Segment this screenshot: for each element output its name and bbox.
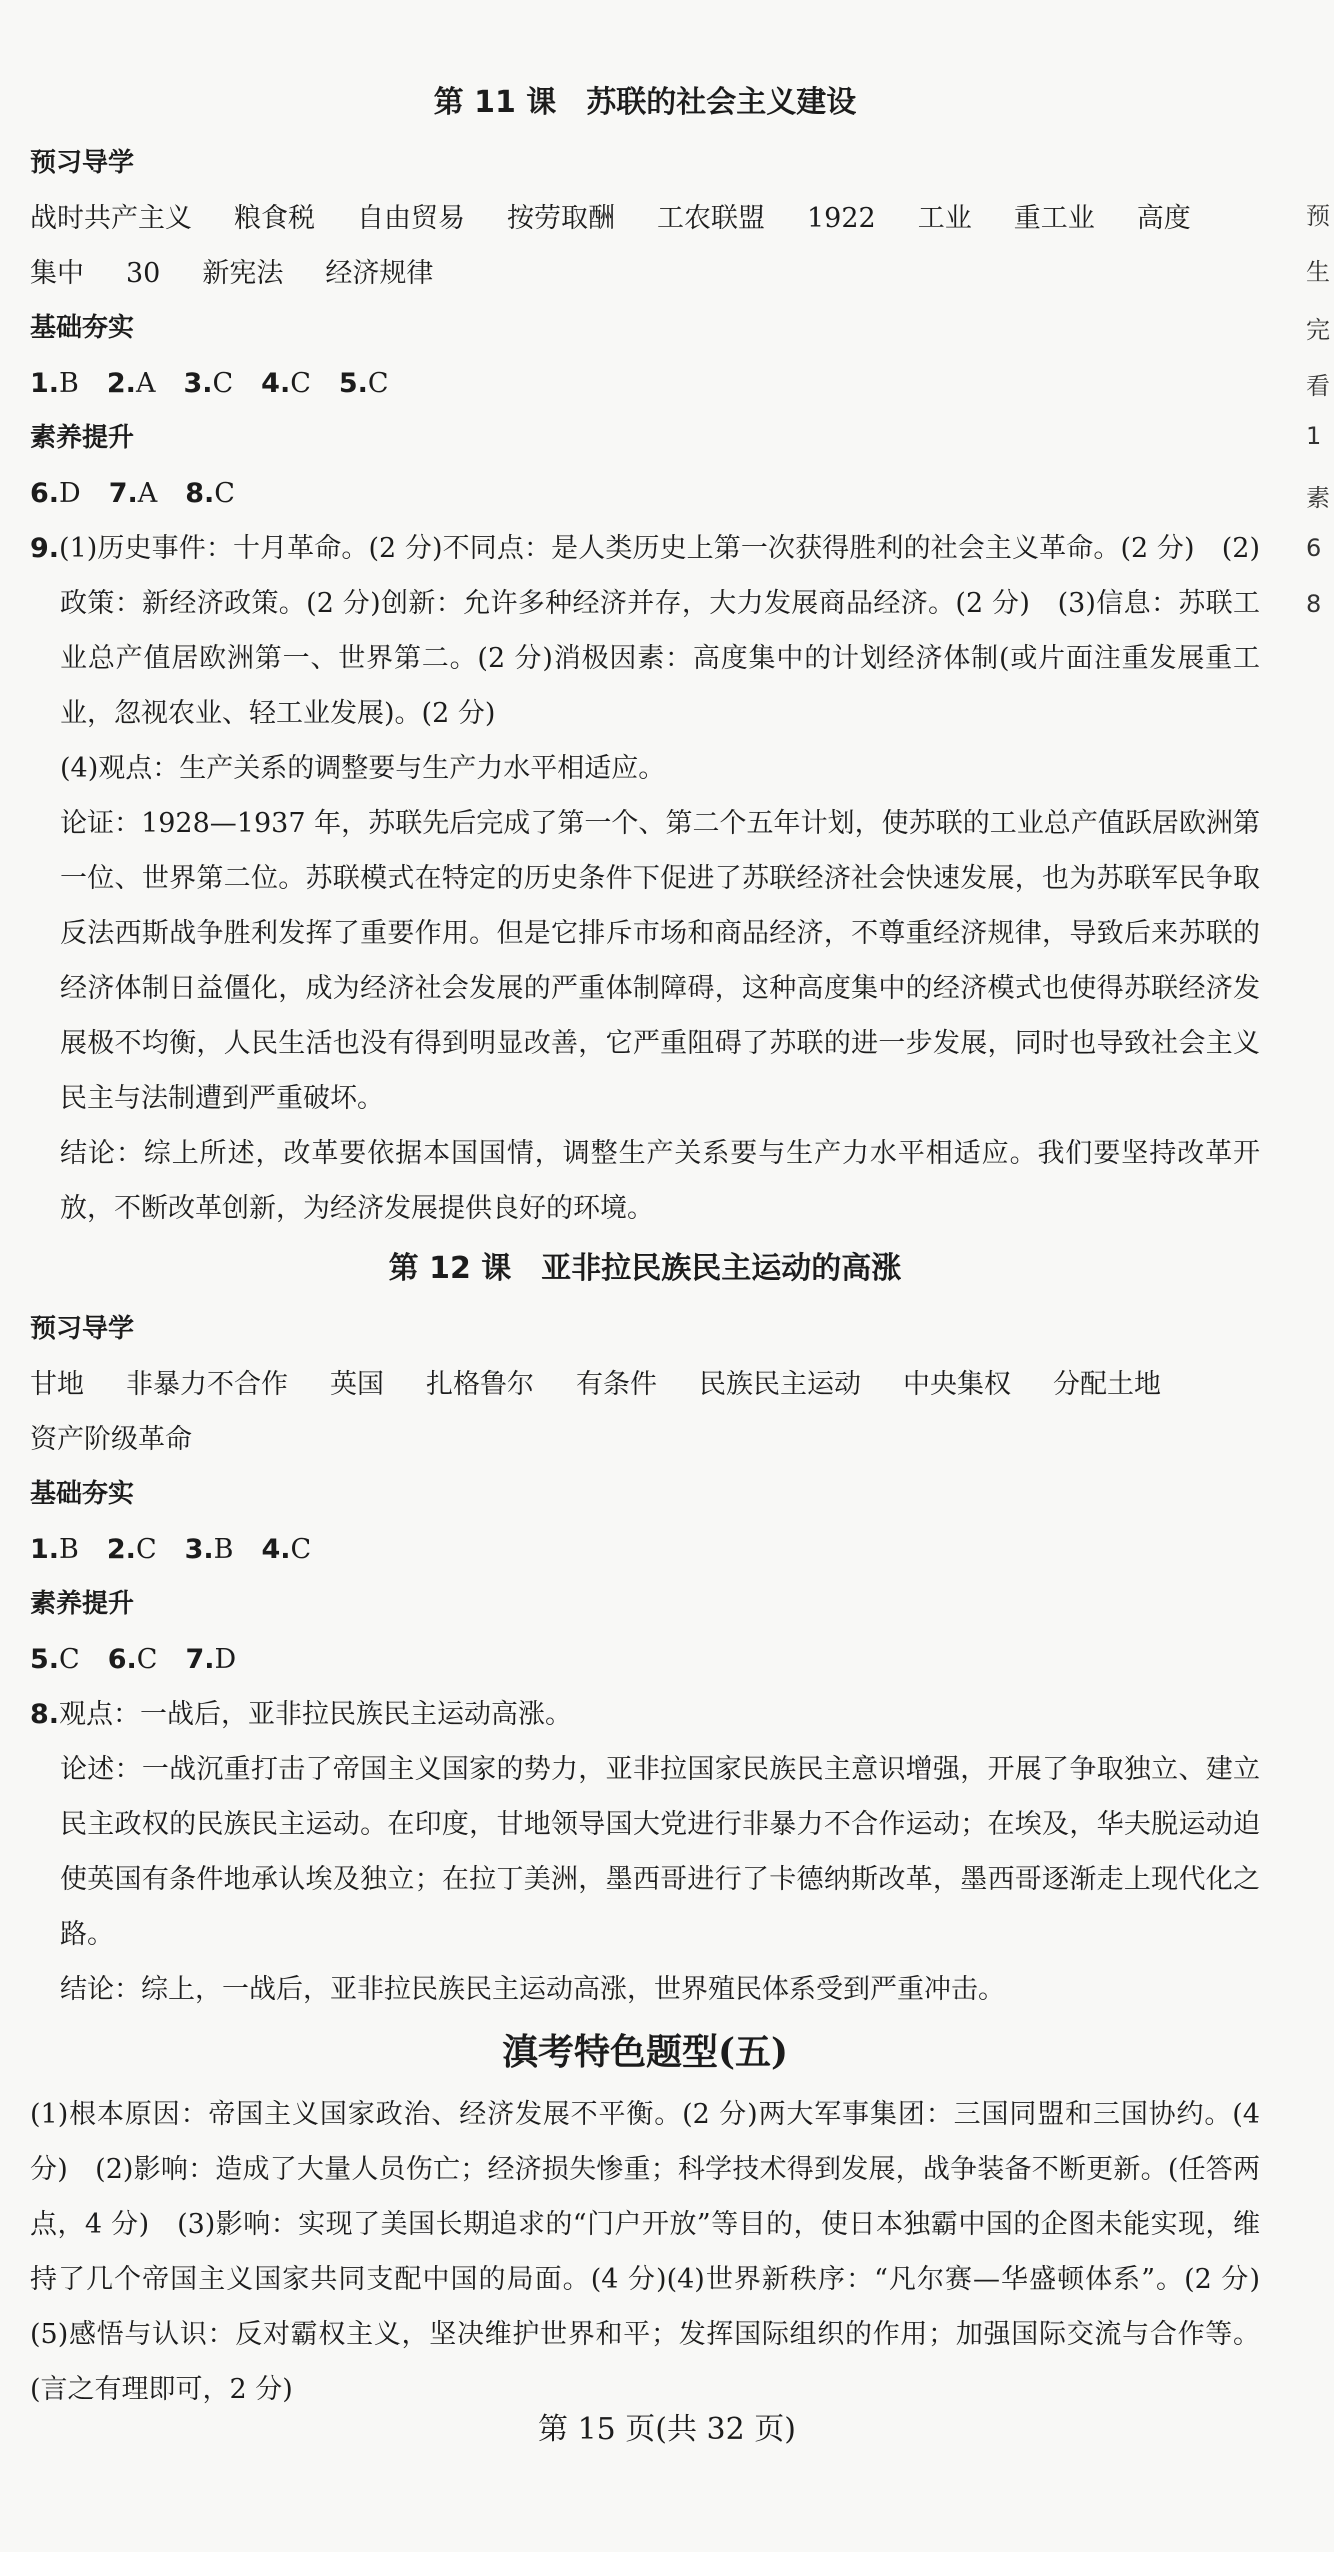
edge-glyph: 看 [1306, 372, 1330, 400]
answer-item: 6.C [107, 1644, 158, 1675]
preview-term: 工农联盟 [657, 203, 765, 234]
preview-term: 新宪法 [202, 258, 284, 289]
lesson-12-improve-answers [30, 1632, 1260, 1687]
edge-glyph: 6 [1306, 534, 1322, 562]
preview-term: 甘地 [30, 1369, 84, 1400]
answer-item: 7.D [185, 1644, 237, 1675]
lesson-11-basic-answers [30, 356, 1260, 411]
adjacent-page-edge [1300, 0, 1334, 2552]
preview-term: 按劳取酬 [507, 203, 615, 234]
lesson-11-q9-viewpoint: (4)观点：生产关系的调整要与生产力水平相适应。 [60, 753, 666, 784]
lesson-11-preview-terms [30, 191, 1260, 246]
answer-item: 7.A [108, 478, 158, 509]
preview-term: 中央集权 [903, 1369, 1011, 1400]
edge-glyph: 8 [1306, 590, 1322, 618]
preview-term: 扎格鲁尔 [426, 1369, 534, 1400]
lesson-11-improve-heading: 素养提升 [30, 423, 135, 453]
q9-text: (1)历史事件：十月革命。(2 分)不同点：是人类历史上第一次获得胜利的社会主义革命。(2 分) (2)政策：新经济政策。(2 分)创新：允许多种经济并存，大力发展商品经济。(2 分) (3)信息：苏联工业总产值居欧洲第一、世界第二。(2 分)消极因素：高度集中的计划经济体制(或片面注重发展重工业，忽视农业、轻工业发展)。(2 分) [59, 533, 1260, 729]
preview-term: 分配土地 [1053, 1369, 1161, 1400]
preview-term: 集中 [30, 258, 84, 289]
page-footer: 第 15 页(共 32 页) [538, 2412, 796, 2447]
question-number: 8. [30, 1699, 60, 1730]
edge-glyph: 预 [1306, 202, 1330, 230]
preview-term: 自由贸易 [357, 203, 465, 234]
lesson-12-improve-heading: 素养提升 [30, 1589, 135, 1619]
preview-term: 资产阶级革命 [30, 1424, 192, 1455]
lesson-12-q8-argument: 论述：一战沉重打击了帝国主义国家的势力，亚非拉国家民族民主意识增强，开展了争取独立、建立民主政权的民族民主运动。在印度，甘地领导国大党进行非暴力不合作运动；在埃及，华夫脱运动迫使英国有条件地承认埃及独立；在拉丁美洲，墨西哥进行了卡德纳斯改革，墨西哥逐渐走上现代化之路。 [60, 1754, 1260, 1950]
lesson-11-q9-conclusion: 结论：综上所述，改革要依据本国国情，调整生产关系要与生产力水平相适应。我们要坚持改革开放，不断改革创新，为经济发展提供良好的环境。 [60, 1138, 1260, 1224]
preview-term: 战时共产主义 [30, 203, 192, 234]
lesson-11-title: 第 11 课 苏联的社会主义建设 [433, 85, 857, 120]
page-content [30, 70, 1287, 2417]
answer-item: 5.C [30, 1644, 80, 1675]
answer-item: 4.C [261, 368, 311, 399]
answer-item: 8.C [185, 478, 235, 509]
answer-item: 3.C [183, 368, 234, 399]
special-section-answer: (1)根本原因：帝国主义国家政治、经济发展不平衡。(2 分)两大军事集团：三国同盟和三国协约。(4 分) (2)影响：造成了大量人员伤亡；经济损失惨重；科学技术得到发展，战争装备不断更新。(任答两点，4 分) (3)影响：实现了美国长期追求的“门户开放”等目的，使日本独霸中国的企图未能实现，维持了几个帝国主义国家共同支配中国的局面。(4 分)(4)世界新秩序：“凡尔赛—华盛顿体系”。(2 分) (5)感悟与认识：反对霸权主义，坚决维护世界和平；发挥国际组织的作用；加强国际交流与合作等。(言之有理即可，2 分) [30, 2099, 1287, 2405]
lesson-12-preview-terms [30, 1357, 1260, 1412]
lesson-12-preview-terms-2 [30, 1412, 1260, 1467]
preview-term: 非暴力不合作 [126, 1369, 288, 1400]
answer-item: 6.D [30, 478, 81, 509]
lesson-12-preview-heading: 预习导学 [30, 1314, 135, 1344]
special-section-title: 滇考特色题型(五) [501, 2031, 789, 2073]
lesson-11-improve-answers [30, 466, 1260, 521]
preview-term: 粮食税 [234, 203, 315, 234]
lesson-12-basic-answers [30, 1522, 1260, 1577]
lesson-12-basic-heading: 基础夯实 [30, 1479, 135, 1509]
lesson-12-title: 第 12 课 亚非拉民族民主运动的高涨 [388, 1251, 902, 1286]
answer-item: 2.A [106, 368, 156, 399]
preview-term: 30 [126, 258, 161, 289]
answer-item: 2.C [106, 1534, 157, 1565]
preview-term: 高度 [1136, 203, 1191, 234]
answer-item: 4.C [261, 1534, 312, 1565]
edge-glyph: 生 [1306, 258, 1330, 286]
preview-term: 经济规律 [325, 258, 434, 289]
lesson-11-q9-answer [30, 521, 1260, 741]
lesson-11-basic-heading: 基础夯实 [30, 313, 135, 343]
edge-glyph: 完 [1306, 316, 1330, 344]
preview-term: 民族民主运动 [699, 1369, 861, 1400]
lesson-11-q9-argument: 论证：1928—1937 年，苏联先后完成了第一个、第二个五年计划，使苏联的工业总产值跃居欧洲第一位、世界第二位。苏联模式在特定的历史条件下促进了苏联经济社会快速发展，也为苏联军民争取反法西斯战争胜利发挥了重要作用。但是它排斥市场和商品经济，不尊重经济规律，导致后来苏联的经济体制日益僵化，成为经济社会发展的严重体制障碍，这种高度集中的经济模式也使得苏联经济发展极不均衡，人民生活也没有得到明显改善，它严重阻碍了苏联的进一步发展，同时也导致社会主义民主与法制遭到严重破坏。 [60, 808, 1260, 1114]
lesson-12-q8-conclusion: 结论：综上，一战后，亚非拉民族民主运动高涨，世界殖民体系受到严重冲击。 [60, 1974, 1005, 2005]
edge-glyph: 1 [1306, 422, 1322, 450]
preview-term: 工业 [917, 203, 972, 234]
answer-item: 1.B [30, 1534, 79, 1565]
answer-item: 5.C [338, 368, 389, 399]
answer-item: 1.B [30, 368, 79, 399]
preview-term: 有条件 [576, 1369, 657, 1400]
edge-glyph: 素 [1306, 484, 1330, 512]
lesson-11-preview-heading: 预习导学 [30, 148, 135, 178]
lesson-11-preview-terms-2 [30, 246, 1260, 301]
preview-term: 1922 [807, 203, 876, 234]
lesson-12-q8-viewpoint: 8.观点：一战后，亚非拉民族民主运动高涨。 [30, 1699, 573, 1730]
question-number: 9. [30, 533, 60, 564]
answer-item: 3.B [184, 1534, 234, 1565]
preview-term: 英国 [330, 1369, 384, 1400]
preview-term: 重工业 [1013, 203, 1095, 234]
